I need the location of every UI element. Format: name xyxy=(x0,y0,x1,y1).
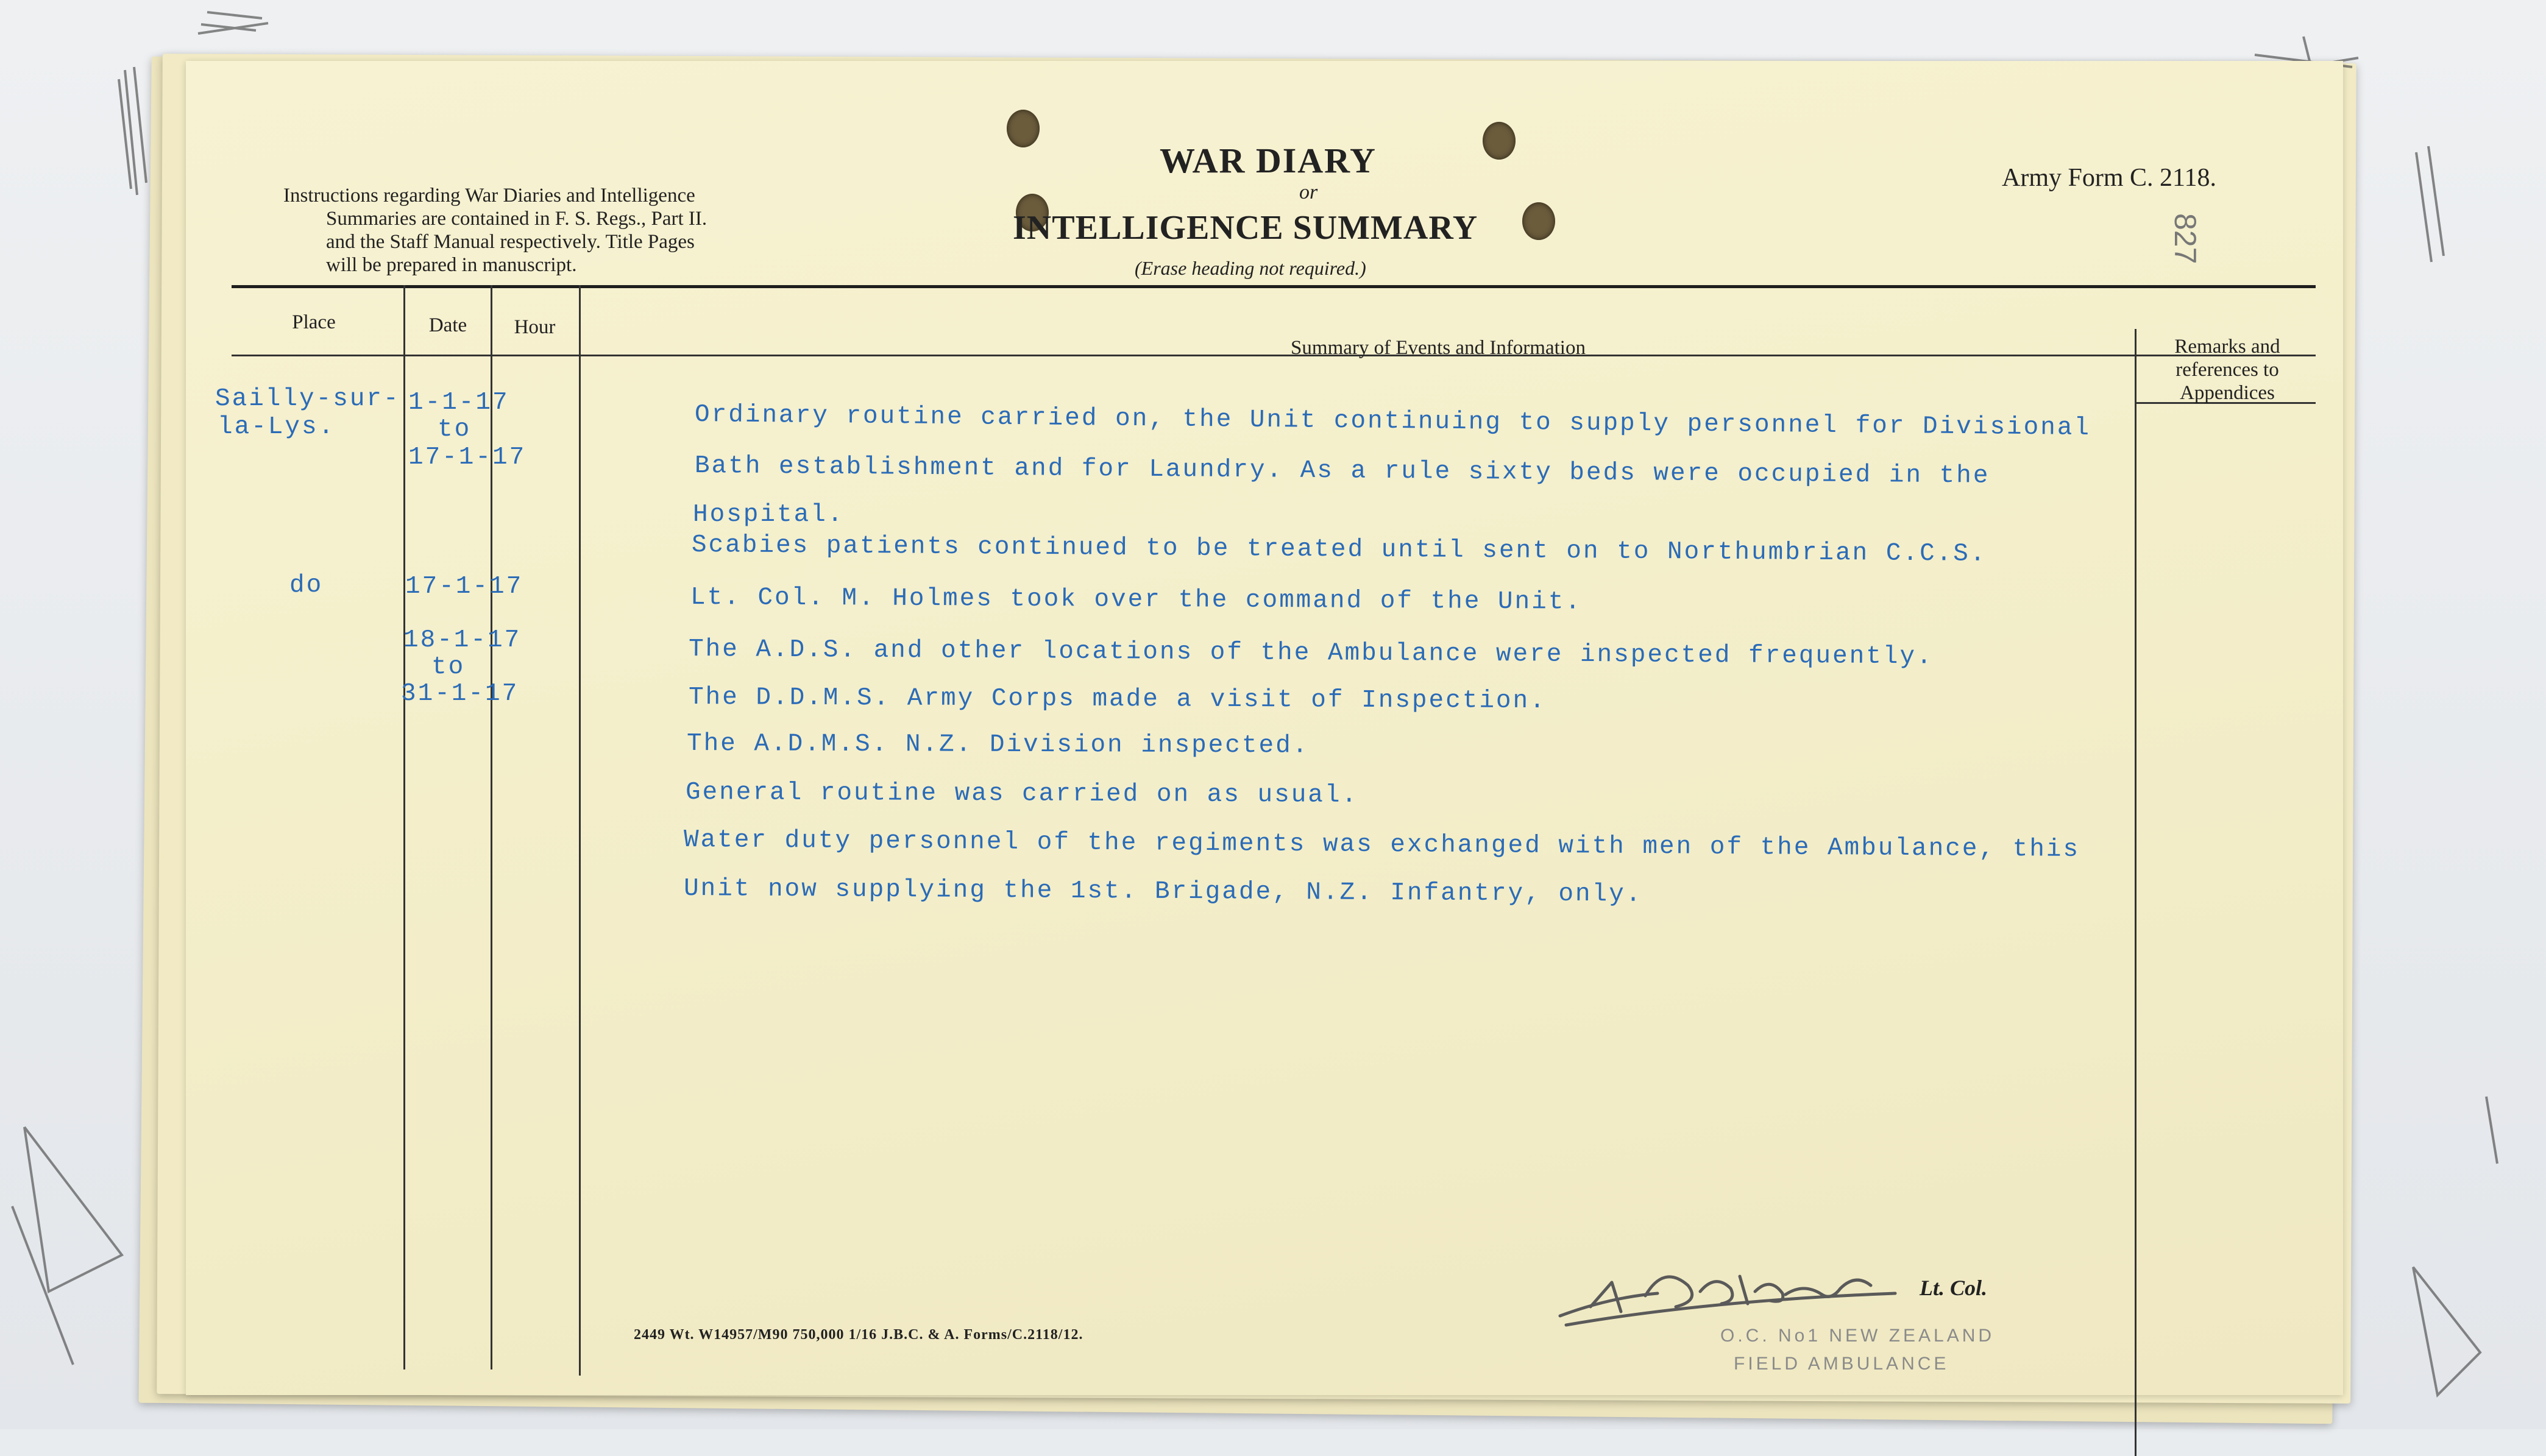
summary-line: Lt. Col. M. Holmes took over the command of the Unit. xyxy=(690,584,1583,617)
summary-line: The A.D.M.S. N.Z. Division inspected. xyxy=(686,730,1310,760)
remarks-header-line: references to xyxy=(2175,359,2279,381)
summary-line: Unit now supplying the 1st. Brigade, N.Z. Infantry, only. xyxy=(683,875,1643,909)
instructions-line: and the Staff Manual respectively. Title Pages xyxy=(326,231,695,253)
punch-hole xyxy=(1007,110,1040,147)
entry-date: 31-1-17 xyxy=(401,680,519,708)
entry-place: do xyxy=(289,571,324,599)
form-title-war-diary: WAR DIARY xyxy=(1160,141,1377,180)
entry-place: la-Lys. xyxy=(218,413,336,441)
punch-hole xyxy=(1522,202,1555,240)
place-date-divider xyxy=(403,285,405,1369)
entry-date: 17-1-17 xyxy=(405,573,523,601)
stamp-line: O.C. No1 NEW ZEALAND xyxy=(1720,1326,1995,1346)
summary-line: General routine was carried on as usual. xyxy=(685,779,1359,810)
punch-hole xyxy=(1483,122,1516,160)
war-diary-sheet xyxy=(186,61,2343,1395)
column-header-place: Place xyxy=(292,311,336,333)
army-form-number: Army Form C. 2118. xyxy=(2002,164,2216,192)
entry-date: 17-1-17 xyxy=(408,444,527,472)
column-header-date: Date xyxy=(428,314,467,336)
entry-date: to xyxy=(438,415,472,444)
instructions-line: will be prepared in manuscript. xyxy=(326,254,577,276)
signature-rank: Lt. Col. xyxy=(1920,1276,1988,1300)
remarks-header-line: Appendices xyxy=(2180,382,2275,404)
instructions-line: Instructions regarding War Diaries and Intelligence xyxy=(283,185,695,207)
instructions-line: Summaries are contained in F. S. Regs., Part II. xyxy=(326,208,707,230)
summary-line: Bath establishment and for Laundry. As a rule sixty beds were occupied in the xyxy=(694,452,1990,490)
summary-line: Ordinary routine carried on, the Unit continuing to supply personnel for Divisional xyxy=(694,401,2091,442)
instructions-note xyxy=(283,184,954,277)
form-title-or: or xyxy=(1299,181,1318,203)
column-header-summary: Summary of Events and Information xyxy=(1291,337,1586,359)
summary-line: The D.D.M.S. Army Corps made a visit of Inspection. xyxy=(688,684,1547,716)
form-title-erase-note: (Erase heading not required.) xyxy=(1135,257,1366,279)
summary-line: Water duty personnel of the regiments was exchanged with men of the Ambulance, this xyxy=(683,826,2080,864)
entry-date: to xyxy=(431,653,466,681)
summary-remarks-divider xyxy=(2135,329,2136,1456)
form-title-intelligence-summary: INTELLIGENCE SUMMARY xyxy=(1013,209,1478,247)
archive-stamp-number: 827 xyxy=(2168,213,2202,264)
unit-stamp xyxy=(1720,1322,1995,1378)
column-header-remarks xyxy=(2139,335,2316,405)
summary-line: Scabies patients continued to be treated until sent on to Northumbrian C.C.S. xyxy=(691,531,1987,568)
summary-line: The A.D.S. and other locations of the Ambulance were inspected frequently. xyxy=(688,635,1934,671)
hour-summary-divider xyxy=(579,285,581,1376)
table-top-rule xyxy=(232,285,2316,288)
printer-imprint: 2449 Wt. W14957/M90 750,000 1/16 J.B.C. & A. Forms/C.2118/12. xyxy=(634,1327,1083,1343)
entry-date: 1-1-17 xyxy=(408,389,509,417)
entry-place: Sailly-sur- xyxy=(215,385,400,413)
column-header-hour: Hour xyxy=(514,316,556,338)
summary-line: Hospital. xyxy=(693,501,845,529)
remarks-header-line: Remarks and xyxy=(2174,336,2280,358)
stamp-line: FIELD AMBULANCE xyxy=(1734,1354,1949,1374)
entry-date: 18-1-17 xyxy=(403,626,522,654)
